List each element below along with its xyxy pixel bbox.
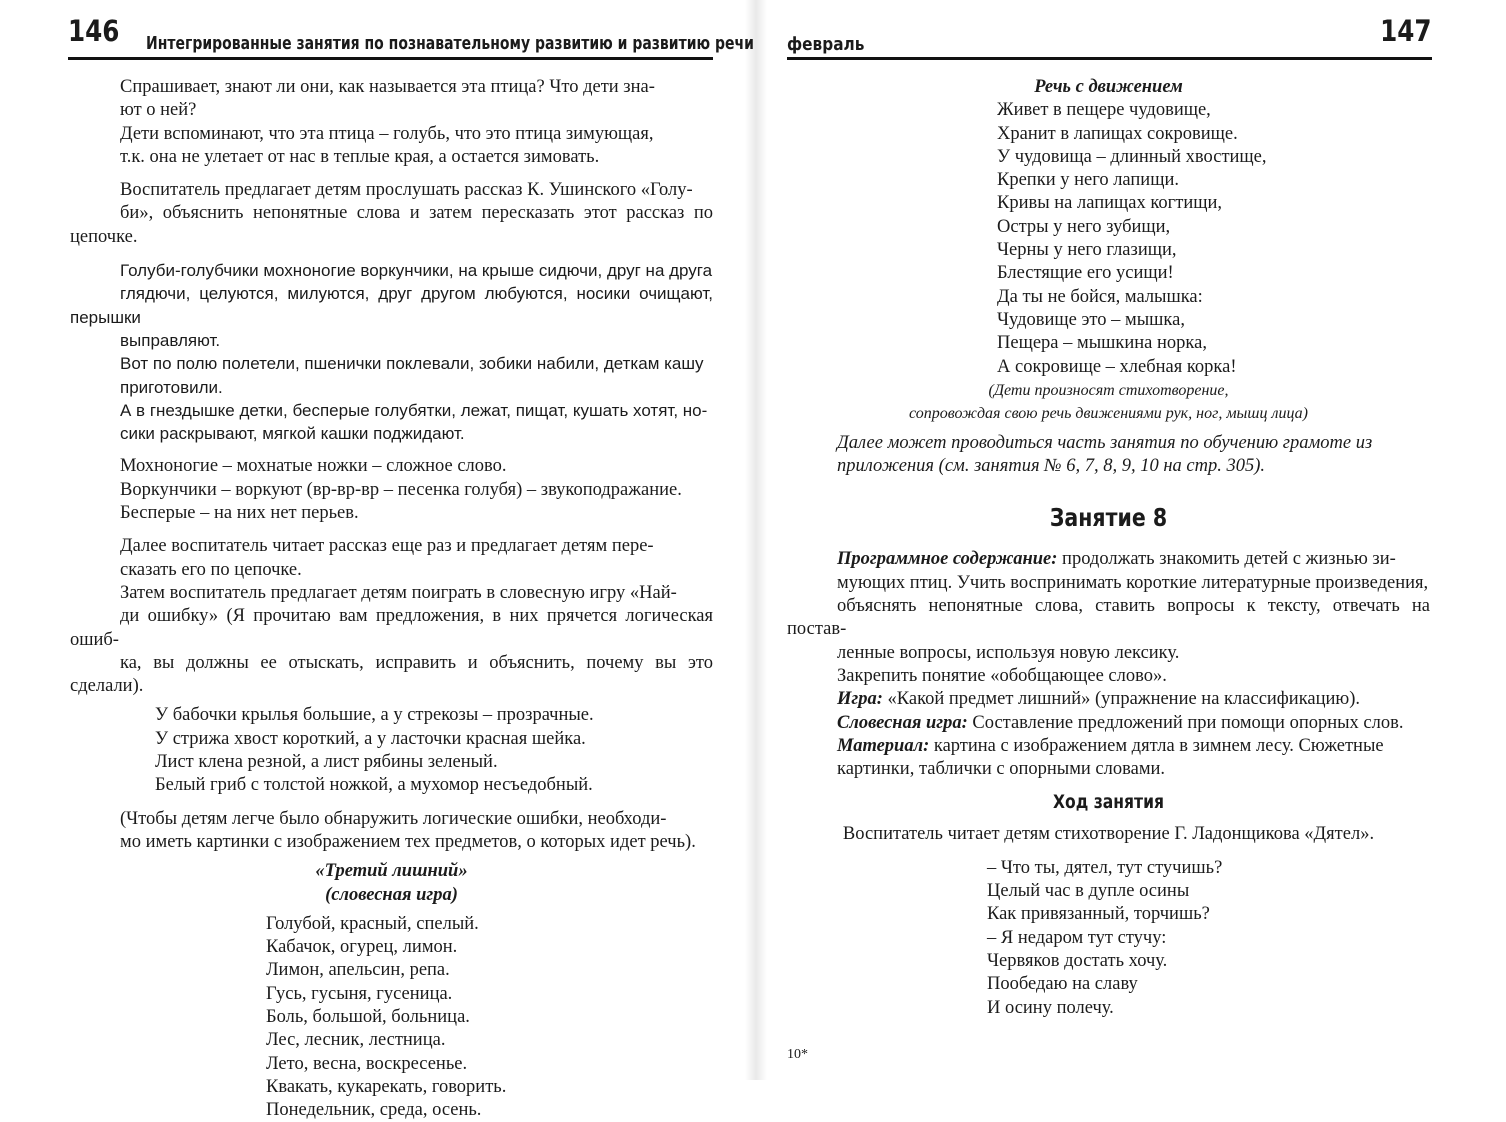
- right-page-body: [787, 76, 1430, 1020]
- game-line: Лимон, апельсин, репа.: [266, 960, 450, 981]
- woodpecker-poem: [987, 857, 1430, 1020]
- poem-line: У чудовища – длинный хвостище,: [997, 146, 1267, 167]
- error-sentence: Белый гриб с толстой ножкой, а мухомор несъедобный.: [155, 775, 593, 796]
- poem-line: Черны у него глазищи,: [997, 240, 1177, 261]
- vocabulary-item: Мохноногие – мохнатые ножки – сложное слово.: [120, 456, 507, 477]
- error-sentences: [155, 704, 713, 797]
- game-line: Кабачок, огурец, лимон.: [266, 937, 458, 958]
- error-sentence: Лист клена резной, а лист рябины зеленый.: [155, 752, 498, 773]
- story-text: Голуби-голубчики мохноногие воркунчики, на крыше сидючи, друг на друга глядючи, целуются, милуются, друг другом любуются, носики очищают, перышки выправляют.: [70, 261, 713, 350]
- book-gutter: [745, 0, 767, 1080]
- course-title: Ход занятия: [1052, 791, 1165, 814]
- poem-line: Кривы на лапищах когтищи,: [997, 193, 1222, 214]
- teacher-reads: Воспитатель читает детям стихотворение Г. Ладонщикова «Дятел».: [842, 824, 1375, 845]
- paragraph: (Чтобы детям легче было обнаружить логические ошибки, необходи- мо иметь картинки с изображением тех предметов, о которых идет речь).: [120, 808, 696, 852]
- poem-line: Остры у него зубищи,: [997, 216, 1171, 237]
- reinforce-text: Закрепить понятие «обобщающее слово».: [837, 665, 1167, 686]
- right-page: [767, 0, 1506, 1080]
- paragraph: Спрашивает, знают ли они, как называется эта птица? Что дети зна- ют о ней?: [120, 77, 655, 121]
- game-title: «Третий лишний»: [315, 861, 468, 882]
- paragraph: Воспитатель предлагает детям прослушать рассказ К. Ушинского «Голу- би», объяснить непонятные слова и затем пересказать этот рассказ по цепочке.: [70, 180, 713, 247]
- material-text: Материал: картина с изображением дятла в зимнем лесу. Сюжетные картинки, таблички с опорными словами.: [837, 735, 1384, 780]
- game-line: Понедельник, среда, осень.: [266, 1100, 482, 1121]
- poem-line: Как привязанный, торчишь?: [987, 904, 1210, 925]
- monster-poem: [997, 99, 1430, 379]
- story-text: Вот по полю полетели, пшенички поклевали, зобики набили, деткам кашу приготовили.: [120, 354, 704, 397]
- game-word-list: [266, 913, 713, 1122]
- paragraph: Дети вспоминают, что эта птица – голубь, что это птица зимующая, т.к. она не улетает от нас в теплые края, а остается зимовать.: [120, 123, 654, 167]
- poem-line: И осину полечу.: [987, 997, 1114, 1018]
- program-content: Программное содержание: продолжать знакомить детей с жизнью зи- мующих птиц. Учить воспринимать короткие литературные произведения, объяснять непонятные слова, ставить вопросы к тексту, отвечать на постав- ленные вопросы, используя новую лексику.: [787, 549, 1430, 663]
- poem-line: А сокровище – хлебная корка!: [997, 356, 1237, 377]
- error-sentence: У стрижа хвост короткий, а у ласточки красная шейка.: [155, 728, 586, 749]
- left-page-body: [70, 76, 713, 1122]
- game-line: Лес, лесник, лестница.: [266, 1030, 446, 1051]
- poem-line: Пообедаю на славу: [987, 974, 1138, 995]
- game-line: Боль, большой, больница.: [266, 1006, 470, 1027]
- poem-line: – Что ты, дятел, тут стучишь?: [987, 857, 1223, 878]
- poem-line: Да ты не бойся, малышка:: [997, 286, 1203, 307]
- speech-title: Речь с движением: [1034, 77, 1183, 97]
- poem-line: Пещера – мышкина норка,: [997, 333, 1207, 354]
- poem-line: Чудовище это – мышка,: [997, 309, 1185, 330]
- lesson-title: Занятие 8: [1049, 503, 1168, 533]
- paragraph: Далее воспитатель читает рассказ еще раз и предлагает детям пере- сказать его по цепочке.: [120, 536, 654, 580]
- vocabulary-item: Бесперые – на них нет перьев.: [120, 503, 359, 524]
- vocabulary-list: [70, 455, 713, 525]
- word-game-text: Словесная игра: Составление предложений при помощи опорных слов.: [837, 712, 1404, 733]
- game-subtitle: (словесная игра): [325, 884, 458, 905]
- right-page-header: [787, 14, 1432, 60]
- poem-line: Крепки у него лапищи.: [997, 170, 1179, 191]
- error-sentence: У бабочки крылья большие, а у стрекозы – прозрачные.: [155, 705, 594, 726]
- vocabulary-item: Воркунчики – воркуют (вр-вр-вр – песенка голубя) – звукоподражание.: [120, 479, 682, 500]
- running-title: Интегрированные занятия по познавательному развитию и развитию речи: [146, 34, 754, 54]
- left-page-header: [68, 14, 754, 60]
- left-page-number: 146: [68, 14, 120, 48]
- game-line: Лето, весна, воскресенье.: [266, 1053, 468, 1074]
- game-line: Голубой, красный, спелый.: [266, 913, 479, 934]
- footer-mark: 10*: [787, 1047, 808, 1062]
- story-text: А в гнездышке детки, бесперые голубятки, лежат, пищат, кушать хотят, но- сики раскрывают, мягкой кашки поджидают.: [120, 400, 708, 444]
- poem-line: Хранит в лапищах сокровище.: [997, 123, 1238, 144]
- game-line: Квакать, кукарекать, говорить.: [266, 1076, 507, 1097]
- poem-line: Блестящие его усищи!: [997, 263, 1174, 284]
- game-line: Гусь, гусыня, гусеница.: [266, 983, 453, 1004]
- poem-line: – Я недаром тут стучу:: [987, 927, 1167, 948]
- poem-line: Червяков достать хочу.: [987, 950, 1168, 971]
- poem-note: (Дети произносят стихотворение, сопровождая свою речь движениями рук, ног, мышц лица): [909, 381, 1308, 423]
- poem-line: Живет в пещере чудовище,: [997, 100, 1211, 121]
- right-page-number: 147: [1380, 14, 1432, 48]
- paragraph: Затем воспитатель предлагает детям поиграть в словесную игру «Най- ди ошибку» (Я прочитаю вам предложения, в них прячется логическая ошиб- ка, вы должны ее отыскать, исправить и объяснить, почему вы это сделали).: [70, 582, 713, 697]
- section-name: февраль: [787, 34, 865, 55]
- poem-line: Целый час в дупле осины: [987, 881, 1190, 902]
- next-part-text: Далее может проводиться часть занятия по обучению грамоте из приложения (см. занятия № 6, 7, 8, 9, 10 на стр. 305).: [837, 432, 1373, 477]
- game-text: Игра: «Какой предмет лишний» (упражнение на классификацию).: [837, 689, 1361, 710]
